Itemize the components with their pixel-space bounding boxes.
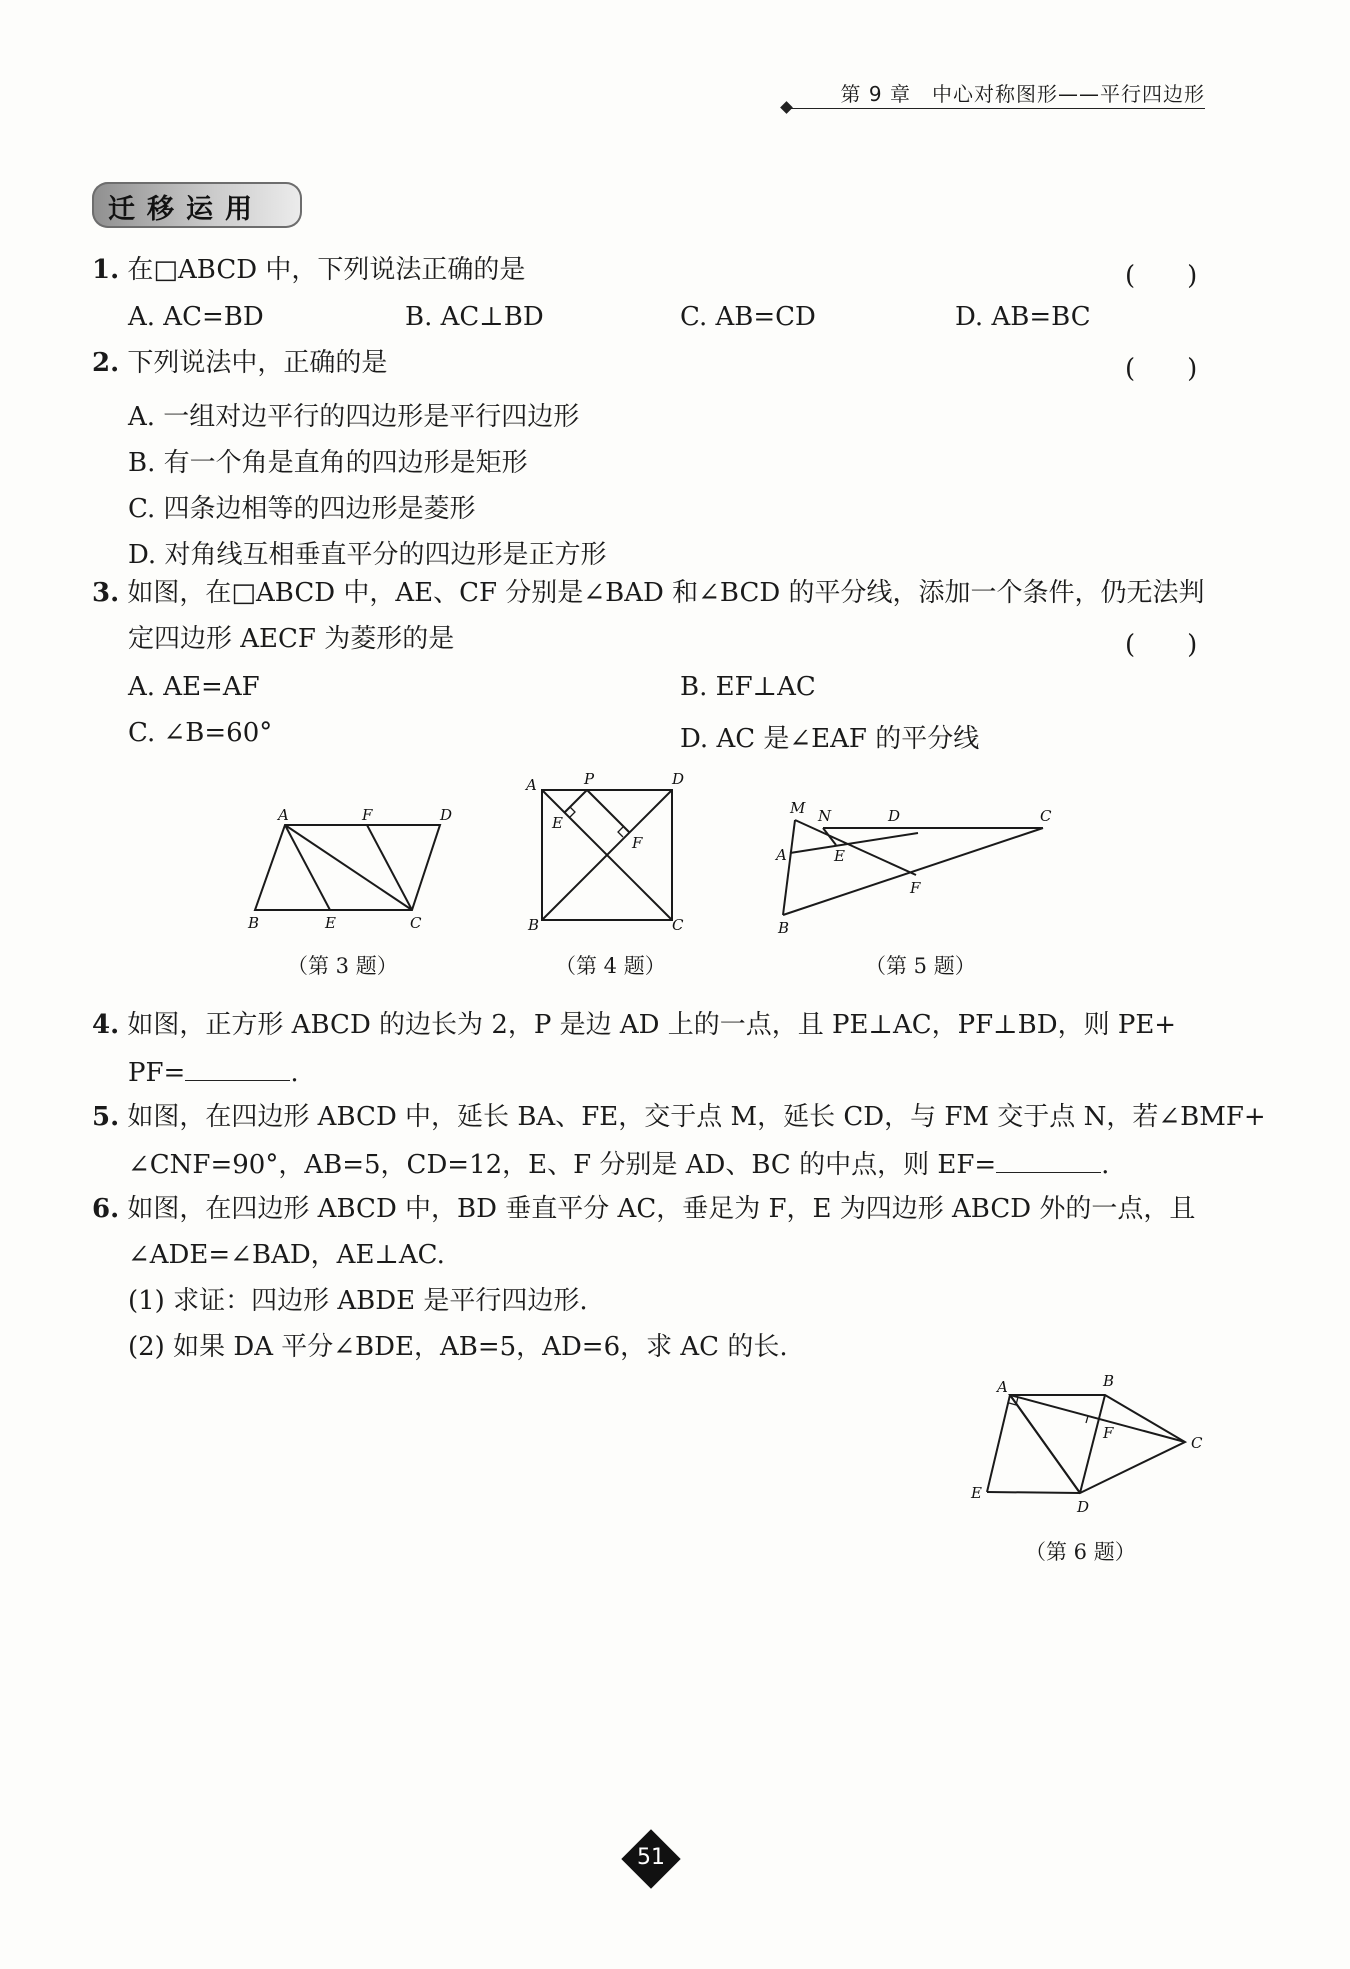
- q1-option-d: D. AB=BC: [955, 302, 1091, 332]
- fig3-caption: （第 3 题）: [287, 954, 398, 978]
- q2-number: 2.: [92, 348, 120, 378]
- fig5-label-n: N: [818, 807, 832, 825]
- q5-text-line1: 如图，在四边形 ABCD 中，延长 BA、FE，交于点 M，延长 CD，与 FM 交于点 N，若∠BMF+: [127, 1102, 1266, 1132]
- q3-stem: [92, 580, 1204, 606]
- q1-answer-paren: ( ): [1125, 261, 1198, 291]
- fig6-label-a: A: [997, 1378, 1008, 1396]
- q2-option-b: B. 有一个角是直角的四边形是矩形: [128, 448, 528, 478]
- q4-number: 4.: [92, 1010, 120, 1040]
- fig4-label-b: B: [528, 916, 540, 934]
- fig6-label-d: D: [1077, 1498, 1090, 1516]
- q6-number: 6.: [92, 1194, 120, 1224]
- q6-subquestion-1: (1) 求证：四边形 ABDE 是平行四边形.: [128, 1286, 588, 1316]
- fig4-label-a: A: [526, 776, 537, 794]
- q5-answer-blank[interactable]: [996, 1150, 1101, 1173]
- fig5-label-d: D: [888, 807, 901, 825]
- q3-text-line2: 定四边形 AECF 为菱形的是: [128, 624, 455, 654]
- fig3-label-b: B: [248, 914, 260, 932]
- q2-option-c: C. 四条边相等的四边形是菱形: [128, 494, 476, 524]
- q3-option-d: D. AC 是∠EAF 的平分线: [680, 724, 980, 754]
- fig3-label-f: F: [362, 806, 373, 824]
- fig6-label-c: C: [1191, 1434, 1203, 1452]
- fig4-label-f: F: [632, 834, 643, 852]
- q1-stem: [92, 257, 525, 283]
- q5-line2: [128, 1150, 1109, 1178]
- q4-answer-blank[interactable]: [185, 1058, 290, 1081]
- fig5-label-m: M: [790, 799, 806, 817]
- fig6-caption: （第 6 题）: [1025, 1540, 1136, 1564]
- q6-stem: [92, 1196, 1195, 1222]
- header-rule: [790, 108, 1205, 109]
- figure-4: [522, 770, 692, 940]
- q3-option-a: A. AE=AF: [128, 672, 260, 702]
- q5-number: 5.: [92, 1102, 120, 1132]
- fig3-label-c: C: [410, 914, 422, 932]
- q4-text-line2: PF=: [128, 1058, 186, 1088]
- fig3-label-d: D: [440, 806, 453, 824]
- q2-option-d: D. 对角线互相垂直平分的四边形是正方形: [128, 540, 607, 570]
- fig3-label-a: A: [278, 806, 289, 824]
- q4-period: .: [290, 1058, 299, 1088]
- q3-answer-paren: ( ): [1125, 630, 1198, 660]
- q3-number: 3.: [92, 578, 120, 608]
- q6-subquestion-2: (2) 如果 DA 平分∠BDE，AB=5，AD=6，求 AC 的长.: [128, 1332, 788, 1362]
- fig5-label-f: F: [910, 879, 921, 897]
- fig6-label-b: B: [1103, 1372, 1115, 1390]
- chapter-header: 第 9 章 中心对称图形——平行四边形: [840, 82, 1205, 106]
- fig6-label-e: E: [971, 1484, 982, 1502]
- q3-option-c: C. ∠B=60°: [128, 718, 273, 748]
- q4-text-line1: 如图，正方形 ABCD 的边长为 2，P 是边 AD 上的一点，且 PE⊥AC，PF⊥BD，则 PE+: [127, 1010, 1177, 1040]
- fig4-label-d: D: [672, 770, 685, 788]
- page-number: 51: [637, 1845, 665, 1870]
- fig5-caption: （第 5 题）: [865, 954, 976, 978]
- fig6-label-f: F: [1103, 1424, 1114, 1442]
- fig5-label-a: A: [776, 846, 787, 864]
- q5-period: .: [1101, 1150, 1110, 1180]
- fig4-label-p: P: [584, 770, 595, 788]
- fig4-label-c: C: [672, 916, 684, 934]
- fig5-label-c: C: [1040, 807, 1052, 825]
- q4-line2: [128, 1058, 299, 1086]
- q4-stem: [92, 1012, 1176, 1038]
- header-diamond-icon: [780, 101, 793, 114]
- fig5-label-b: B: [778, 919, 790, 937]
- q3-text-line1: 如图，在□ABCD 中，AE、CF 分别是∠BAD 和∠BCD 的平分线，添加一个条件，仍无法判: [127, 578, 1205, 608]
- fig4-caption: （第 4 题）: [555, 954, 666, 978]
- q5-stem: [92, 1104, 1266, 1130]
- section-badge: [92, 182, 302, 228]
- q1-text: 在□ABCD 中，下列说法正确的是: [127, 255, 526, 285]
- q6-text-line1: 如图，在四边形 ABCD 中，BD 垂直平分 AC，垂足为 F，E 为四边形 ABCD 外的一点，且: [127, 1194, 1196, 1224]
- q2-stem: [92, 350, 387, 376]
- figure-3: [240, 800, 470, 940]
- fig5-label-e: E: [834, 847, 845, 865]
- section-title: 迁移运用: [108, 194, 264, 225]
- q2-text: 下列说法中，正确的是: [127, 348, 388, 378]
- q3-option-b: B. EF⊥AC: [680, 672, 816, 702]
- fig3-label-e: E: [325, 914, 336, 932]
- figure-5: [768, 795, 1068, 940]
- q6-text-line2: ∠ADE=∠BAD，AE⊥AC.: [128, 1240, 445, 1270]
- q2-answer-paren: ( ): [1125, 354, 1198, 384]
- q1-number: 1.: [92, 255, 120, 285]
- q1-option-a: A. AC=BD: [128, 302, 264, 332]
- q2-option-a: A. 一组对边平行的四边形是平行四边形: [128, 402, 580, 432]
- q5-text-line2: ∠CNF=90°，AB=5，CD=12，E、F 分别是 AD、BC 的中点，则 EF=: [128, 1150, 997, 1180]
- q1-option-c: C. AB=CD: [680, 302, 816, 332]
- fig4-label-e: E: [552, 814, 563, 832]
- q1-option-b: B. AC⊥BD: [405, 302, 544, 332]
- figure-6: [965, 1370, 1215, 1520]
